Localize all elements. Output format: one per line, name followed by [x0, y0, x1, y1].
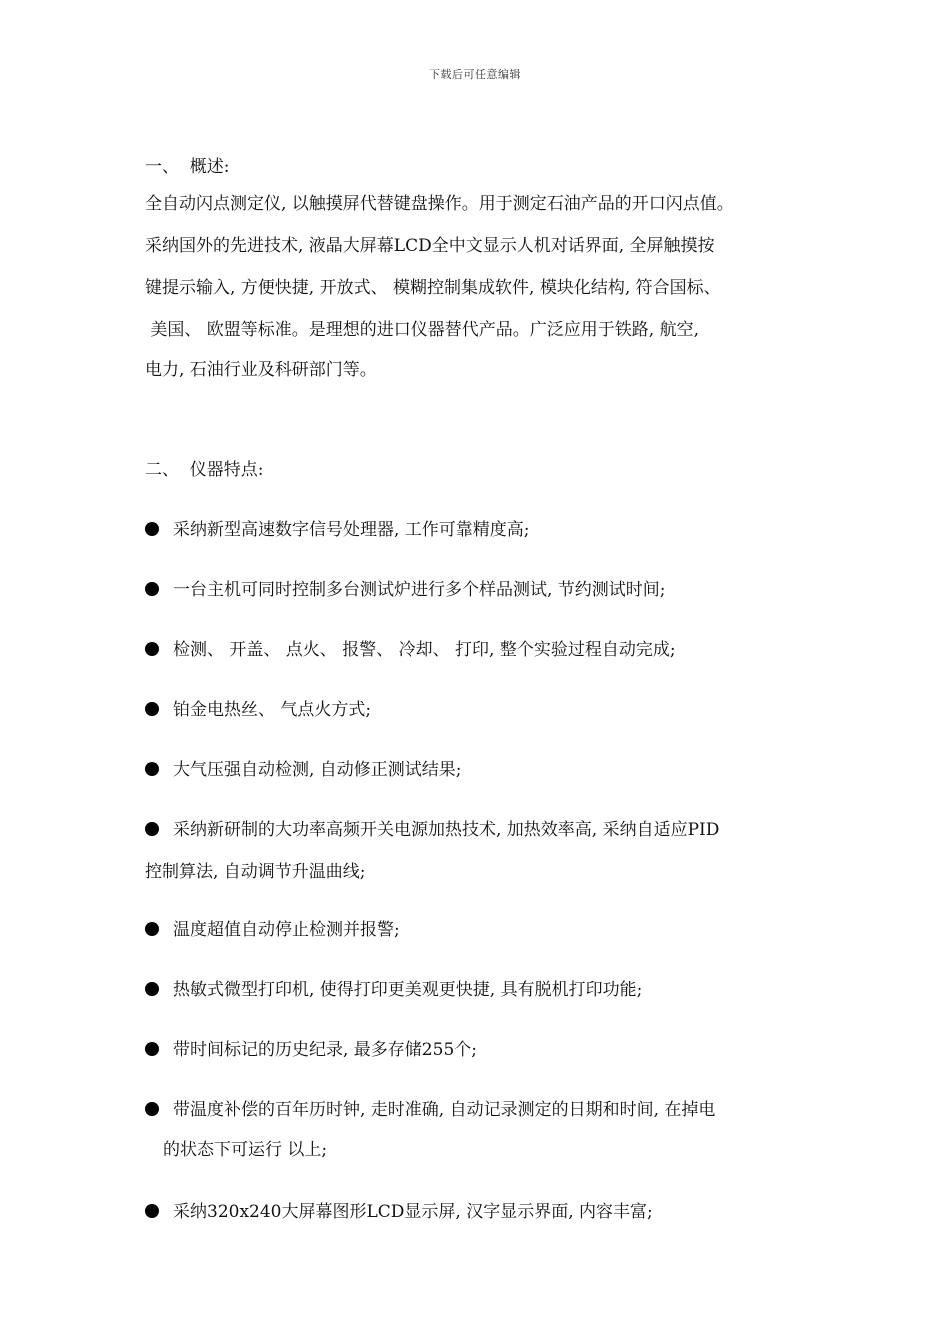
feature-text-continued: 控制算法, 自动调节升温曲线;: [145, 862, 366, 882]
section1-line: 键提示输入, 方便快捷, 开放式、 模糊控制集成软件, 模块化结构, 符合国标、: [145, 278, 721, 298]
header-note: 下载后可任意编辑: [429, 68, 521, 81]
feature-text: 一台主机可同时控制多台测试炉进行多个样品测试, 节约测试时间;: [173, 580, 666, 600]
feature-bullet: [145, 815, 719, 840]
feature-bullet: [145, 515, 530, 540]
section1-line: 采纳国外的先进技术, 液晶大屏幕LCD全中文显示人机对话界面, 全屏触摸按: [145, 236, 715, 256]
feature-bullet: [145, 1095, 715, 1120]
bullet-icon: [145, 922, 159, 936]
feature-text: 采纳新研制的大功率高频开关电源加热技术, 加热效率高, 采纳自适应PID: [173, 820, 720, 840]
bullet-icon: [145, 1204, 159, 1218]
feature-text: 温度超值自动停止检测并报警;: [173, 920, 400, 940]
feature-bullet: [145, 1035, 477, 1060]
feature-text: 带时间标记的历史纪录, 最多存储255个;: [173, 1040, 477, 1060]
feature-bullet: [145, 695, 371, 720]
section1-line: 美国、 欧盟等标准。是理想的进口仪器替代产品。广泛应用于铁路, 航空,: [145, 320, 700, 340]
bullet-icon: [145, 982, 159, 996]
bullet-icon: [145, 642, 159, 656]
bullet-icon: [145, 522, 159, 536]
feature-bullet: [145, 575, 666, 600]
bullet-icon: [145, 762, 159, 776]
feature-bullet: [145, 635, 676, 660]
feature-text: 检测、 开盖、 点火、 报警、 冷却、 打印, 整个实验过程自动完成;: [173, 640, 676, 660]
bullet-icon: [145, 1102, 159, 1116]
section2-heading: 二、 仪器特点:: [145, 460, 264, 480]
feature-text: 采纳320x240大屏幕图形LCD显示屏, 汉字显示界面, 内容丰富;: [173, 1202, 653, 1222]
section1-line: 电力, 石油行业及科研部门等。: [145, 360, 377, 380]
bullet-icon: [145, 1042, 159, 1056]
section1-heading: 一、 概述:: [145, 157, 230, 177]
feature-bullet: [145, 1197, 653, 1222]
bullet-icon: [145, 702, 159, 716]
section1-line: 全自动闪点测定仪, 以触摸屏代替键盘操作。用于测定石油产品的开口闪点值。: [145, 194, 734, 214]
feature-bullet: [145, 755, 462, 780]
feature-text-continued: 的状态下可运行 以上;: [163, 1140, 328, 1160]
feature-text: 大气压强自动检测, 自动修正测试结果;: [173, 760, 462, 780]
feature-bullet: [145, 915, 400, 940]
feature-text: 热敏式微型打印机, 使得打印更美观更快捷, 具有脱机打印功能;: [173, 980, 643, 1000]
feature-bullet: [145, 975, 642, 1000]
bullet-icon: [145, 582, 159, 596]
feature-text: 采纳新型高速数字信号处理器, 工作可靠精度高;: [173, 520, 530, 540]
feature-text: 带温度补偿的百年历时钟, 走时准确, 自动记录测定的日期和时间, 在掉电: [173, 1100, 716, 1120]
feature-text: 铂金电热丝、 气点火方式;: [173, 700, 372, 720]
bullet-icon: [145, 822, 159, 836]
